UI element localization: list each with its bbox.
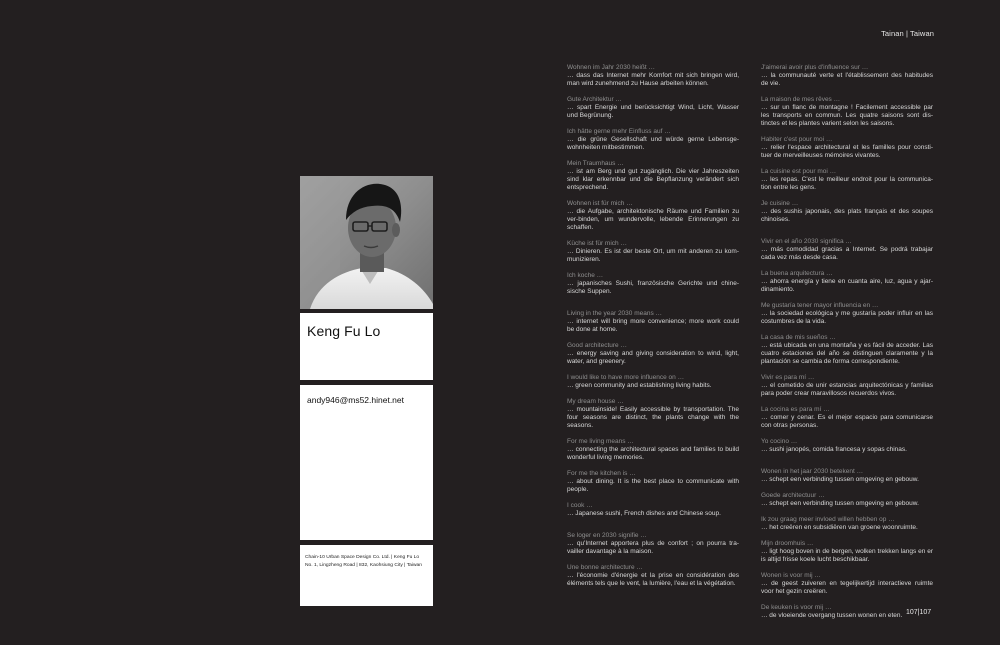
text-column-right [761,64,933,634]
email-card [300,385,433,540]
portrait-image [300,176,433,309]
language-block-nl [761,468,933,620]
interview-question: Me gustaría tener mayor influencia en … [761,302,879,309]
interview-entry [567,502,739,518]
language-block-fr [761,64,933,224]
address-card [300,545,433,606]
interview-question: Mijn droomhuis … [761,540,814,547]
interview-question: Vivir en el año 2030 significa … [761,238,852,245]
interview-answer: … está ubicada en una montaña y es fácil de acceder. Las cuatro estaciones del año se distinguen claramente y la plantación se cambia de forma correspondiente. [761,342,933,365]
interview-entry [761,302,933,326]
interview-answer: … sushi janopés, comida francesa y sopas chinas. [761,446,907,453]
person-name: Keng Fu Lo [307,323,381,339]
interview-answer: … des sushis japonais, des plats français et des soupes chinoises. [761,208,933,223]
text-column-left [567,64,739,602]
interview-answer: … die grüne Gesellschaft und würde gerne Lebensge-wohnheiten mitbestimmen. [567,136,739,151]
portrait-photo [300,176,433,309]
interview-entry [761,168,933,192]
interview-answer: … relier l'espace architectural et les familles pour consti-tuer de merveilleuses mémoires vivantes. [761,144,933,159]
interview-answer: … ligt hoog boven in de bergen, wolken trekken langs en er is altijd frisse koele lucht beschikbaar. [761,548,933,563]
interview-entry [761,200,933,224]
interview-question: Je cuisine … [761,200,799,207]
interview-answer: … het creëren en subsidiëren van groene woonruimte. [761,524,918,531]
interview-answer: … qu'Internet apportera plus de confort ; on pourra tra-vailler davantage à la maison. [567,540,739,555]
interview-entry [567,564,739,588]
interview-entry [567,438,739,462]
interview-answer: … sur un flanc de montagne ! Facilement accessible par les transports en commun. Les quatre saisons sont dis-tinctes et les plantes varient selon les saisons. [761,104,933,127]
interview-question: Living in the year 2030 means … [567,310,663,317]
interview-entry [567,342,739,366]
interview-entry [567,160,739,192]
interview-entry [567,470,739,494]
interview-entry [567,64,739,88]
interview-answer: … internet will bring more convenience; more work could be done at home. [567,318,739,333]
interview-entry [761,334,933,366]
interview-question: For me the kitchen is … [567,470,636,477]
interview-entry [761,270,933,294]
interview-question: For me living means … [567,438,634,445]
interview-answer: … connecting the architectural spaces and families to build wonderful living memories. [567,446,739,461]
interview-question: Wonen in het jaar 2030 betekent … [761,468,864,475]
language-block-fr [567,532,739,588]
interview-answer: … spart Energie und berücksichtigt Wind, Licht, Wasser und Begrünung. [567,104,739,119]
interview-question: La maison de mes rêves … [761,96,841,103]
interview-answer: … mountainside! Easily accessible by transportation. The four seasons are distinct, the plants change with the seasons. [567,406,739,429]
interview-question: Ich hätte gerne mehr Einfluss auf … [567,128,671,135]
interview-question: Wonen is voor mij … [761,572,821,579]
interview-entry [567,96,739,120]
interview-answer: … les repas. C'est le meilleur endroit pour la communica-tion entre les gens. [761,176,933,191]
interview-question: Yo cocino … [761,438,798,445]
address-line-2: No. 1, Lingzheng Road | 832, Kaohsiung City | Taiwan [305,562,422,568]
interview-question: Une bonne architecture … [567,564,643,571]
interview-question: J'aimerai avoir plus d'influence sur … [761,64,869,71]
address-text [305,554,422,569]
interview-answer: … comer y cenar. Es el mejor espacio para comunicarse con otras personas. [761,414,933,429]
interview-entry [761,468,933,484]
interview-answer: … japanisches Sushi, französische Gerichte und chine-sische Suppen. [567,280,739,295]
interview-entry [761,406,933,430]
language-block-en [567,310,739,518]
interview-entry [761,96,933,128]
interview-answer: … schept een verbinding tussen omgeving en gebouw. [761,500,919,507]
interview-entry [567,310,739,334]
interview-question: Mein Traumhaus … [567,160,624,167]
interview-question: I would like to have more influence on … [567,374,685,381]
interview-question: La buena arquitectura … [761,270,833,277]
interview-answer: … dass das Internet mehr Komfort mit sich bringen wird, man wird zunehmend zu Hause arbeiten können. [567,72,739,87]
interview-entry [567,128,739,152]
interview-question: Küche ist für mich … [567,240,627,247]
interview-entry [761,540,933,564]
interview-question: La cuisine est pour moi … [761,168,837,175]
interview-question: Goede architectuur … [761,492,825,499]
interview-entry [761,438,933,454]
interview-entry [761,136,933,160]
interview-answer: … la communauté verte et l'établissement des habitudes de vie. [761,72,933,87]
interview-question: Habiter c'est pour moi … [761,136,833,143]
interview-question: Good architecture … [567,342,627,349]
interview-answer: … schept een verbinding tussen omgeving en gebouw. [761,476,919,483]
interview-question: I cook … [567,502,593,509]
interview-answer: … Japanese sushi, French dishes and Chinese soup. [567,510,721,517]
interview-answer: … más comodidad gracias a Internet. Se podrá trabajar cada vez más desde casa. [761,246,933,261]
interview-question: Wohnen ist für mich … [567,200,633,207]
page-number: 107|107 [906,609,932,616]
interview-question: My dream house … [567,398,624,405]
interview-entry [761,64,933,88]
interview-answer: … energy saving and giving consideration to wind, light, water, and greenery. [567,350,739,365]
interview-answer: … de vloeiende overgang tussen wonen en eten. [761,612,903,619]
interview-answer: … green community and establishing living habits. [567,382,712,389]
interview-entry [761,374,933,398]
interview-question: La casa de mis sueños … [761,334,836,341]
interview-entry [761,516,933,532]
interview-entry [567,532,739,556]
interview-answer: … la sociedad ecológica y me gustaría poder influir en las costumbres de la vida. [761,310,933,325]
interview-question: La cocina es para mí … [761,406,830,413]
interview-answer: … Dinieren. Es ist der beste Ort, um mit anderen zu kom-munizieren. [567,248,739,263]
location-header: Tainan | Taiwan [881,29,934,38]
interview-answer: … about dining. It is the best place to communicate with people. [567,478,739,493]
interview-entry [761,238,933,262]
interview-answer: … de geest zuiveren en tegelijkertijd interactieve ruimte voor het gezin creëren. [761,580,933,595]
interview-question: Se loger en 2030 signifie … [567,532,647,539]
language-block-es [761,238,933,454]
interview-entry [761,492,933,508]
interview-answer: … die Aufgabe, architektonische Räume und Familien zu ver-binden, um wundervolle, lebende Erinnerungen zu schaffen. [567,208,739,231]
interview-entry [567,200,739,232]
interview-answer: … el cometido de unir estancias arquitectónicas y familias para poder crear maravillosos recuerdos vivos. [761,382,933,397]
name-card [300,313,433,380]
email-address[interactable]: andy946@ms52.hinet.net [307,395,404,405]
interview-entry [567,272,739,296]
interview-entry [567,240,739,264]
interview-question: Gute Architektur … [567,96,622,103]
interview-question: Ik zou graag meer invloed willen hebben op … [761,516,895,523]
interview-question: Ich koche … [567,272,604,279]
interview-entry [567,374,739,390]
interview-answer: … l'économie d'énergie et la prise en considération des éléments tels que le vent, la lumière, l'eau et la végétation. [567,572,739,587]
interview-question: Vivir es para mí … [761,374,815,381]
language-block-de [567,64,739,296]
interview-question: De keuken is voor mij … [761,604,832,611]
interview-entry [567,398,739,430]
interview-question: Wohnen im Jahr 2030 heißt … [567,64,656,71]
interview-entry [761,572,933,596]
interview-answer: … ist am Berg und gut zugänglich. Die vier Jahreszeiten sind klar erkennbar und die Bepflanzung verändert sich entsprechend. [567,168,739,191]
interview-answer: … ahorra energía y tiene en cuanta aire, luz, agua y ajar-dinamiento. [761,278,933,293]
address-line-1: Chain-10 Urban Space Design Co. Ltd. | Keng Fu Lo [305,555,420,560]
